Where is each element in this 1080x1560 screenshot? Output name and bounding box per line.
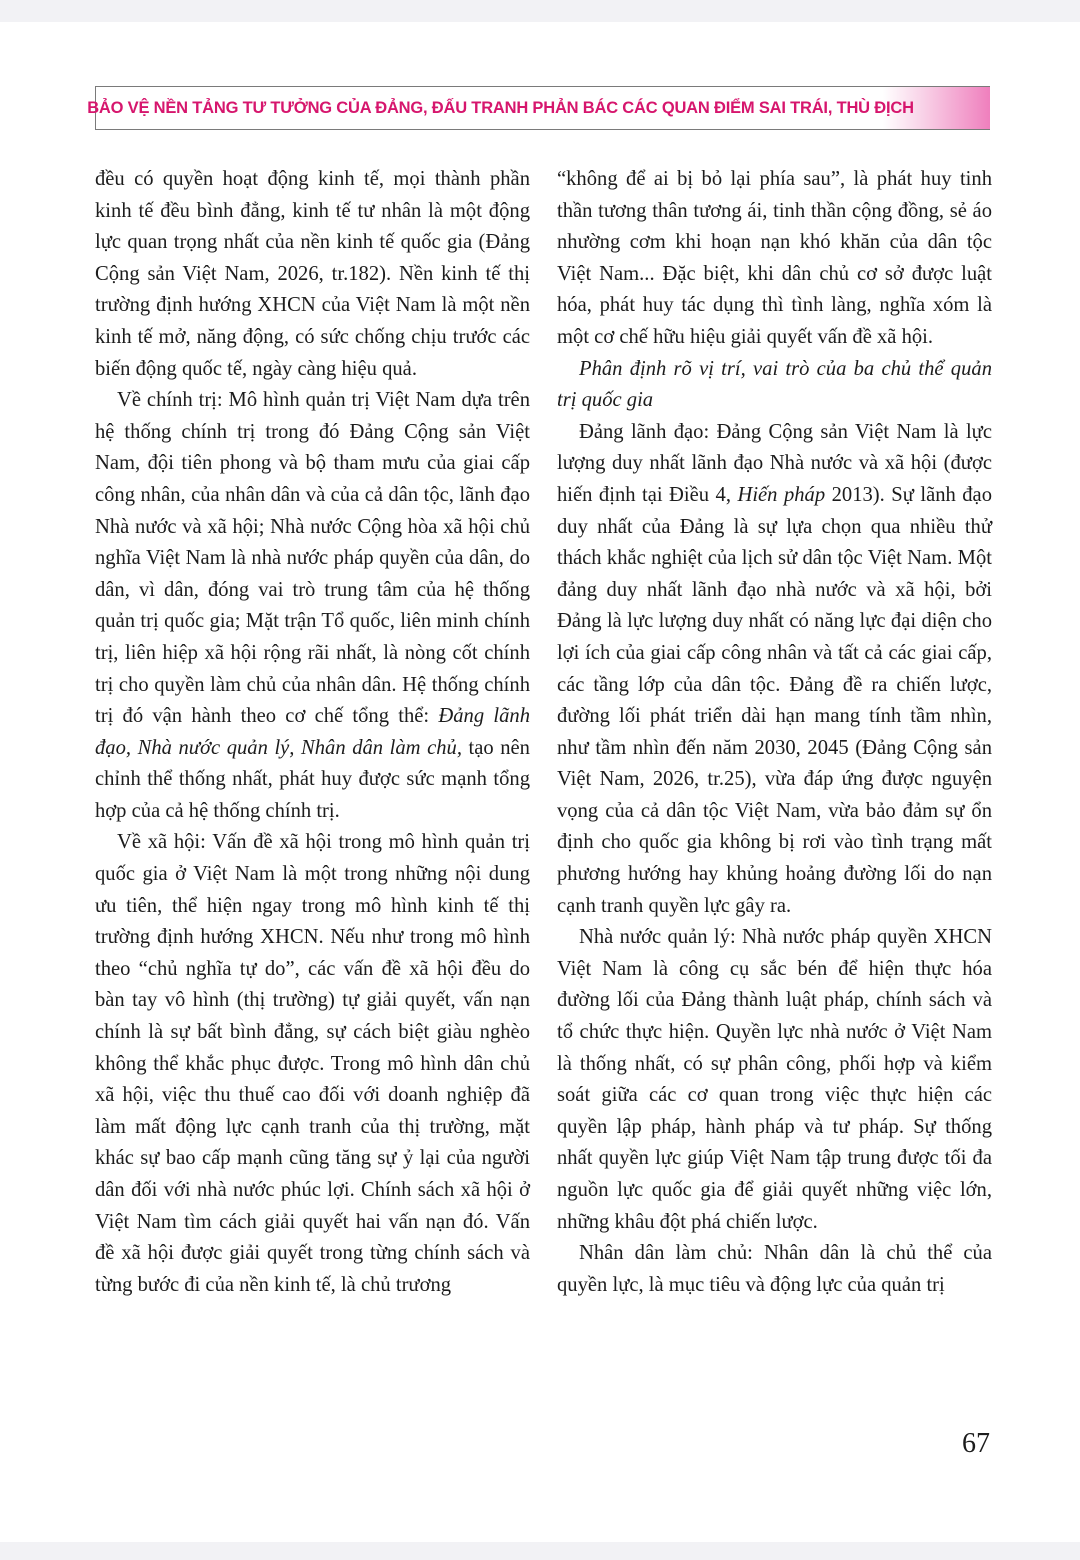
politics-text-start: Về chính trị: Mô hình quản trị Việt Nam dựa trên hệ thống chính trị trong đó Đảng Cộng sản Việt Nam, đội tiên phong và bộ tham mưu của giai cấp công nhân, của nhân dân và của cả dân tộc, lãnh đạo Nhà nước và xã hội; Nhà nước Cộng hòa xã hội chủ nghĩa Việt Nam là nhà nước pháp quyền của dân, do dân, vì dân, đóng vai trò trung tâm của hệ thống quản trị quốc gia; Mặt trận Tổ quốc, liên minh chính trị, liên hiệp xã hội rộng rãi nhất, là nòng cốt chính trị cho quyền làm chủ của nhân dân. Hệ thống chính trị đó vận hành theo cơ chế tổng thể: — [95, 389, 530, 728]
paragraph-economy-continued: đều có quyền hoạt động kinh tế, mọi thành phần kinh tế đều bình đẳng, kinh tế tư nhân là một động lực quan trọng nhất của nền kinh tế quốc gia (Đảng Cộng sản Việt Nam, 2026, tr.182). Nền kinh tế thị trường định hướng XHCN của Việt Nam là một nền kinh tế mở, năng động, có sức chống chịu trước các biến động quốc tế, ngày càng hiệu quả. — [95, 168, 530, 380]
paragraph-society: Về xã hội: Vấn đề xã hội trong mô hình quản trị quốc gia ở Việt Nam là một trong những nội dung ưu tiên, thể hiện ngay trong mô hình kinh tế thị trường định hướng XHCN. Nếu như trong mô hình theo “chủ nghĩa tự do”, các vấn đề xã hội đều do bàn tay vô hình (thị trường) tự giải quyết, vấn nạn chính là sự bất bình đẳng, sự cách biệt giàu nghèo không thể khắc phục được. Trong mô hình dân chủ xã hội, việc thu thuế cao đối với doanh nghiệp đã làm mất động lực cạnh tranh của thị trường, mặt khác sự bao cấp mạnh cũng tăng sự ỷ lại của người dân đối với nhà nước phúc lợi. Chính sách xã hội ở Việt Nam tìm cách giải quyết hai vấn nạn đó. Vấn đề xã hội được giải quyết trong từng chính sách và từng bước đi của nền kinh tế, là chủ trương — [95, 831, 530, 1296]
running-header-title: BẢO VỆ NỀN TẢNG TƯ TƯỞNG CỦA ĐẢNG, ĐẤU TRANH PHẢN BÁC CÁC QUAN ĐIỂM SAI TRÁI, THÙ ĐỊCH — [87, 98, 914, 117]
section-subheading: Phân định rõ vị trí, vai trò của ba chủ thể quản trị quốc gia — [557, 357, 992, 412]
party-text-end: 2013). Sự lãnh đạo duy nhất của Đảng là sự lựa chọn qua nhiều thử thách khắc nghiệt của lịch sử dân tộc Việt Nam. Một đảng duy nhất lãnh đạo nhà nước và xã hội, bởi Đảng là lực lượng duy nhất có năng lực đại diện cho lợi ích của giai cấp công nhân và tất cả các giai cấp, các tầng lớp của dân tộc. Đảng đề ra chiến lược, đường lối phát triển dài hạn mang tính tầm nhìn, như tầm nhìn đến năm 2030, 2045 (Đảng Cộng sản Việt Nam, 2026, tr.25), vừa đáp ứng được nguyện vọng của cả dân tộc Việt Nam, vừa bảo đảm sự ổn định cho quốc gia không bị rơi vào tình trạng mất phương hướng hay khủng hoảng đường lối do nạn cạnh tranh quyền lực gây ra. — [557, 483, 992, 917]
bottom-margin-band — [0, 1542, 1080, 1560]
politics-italic-phrase: Đảng lãnh đạo, Nhà nước quản lý, Nhân dân làm chủ, — [95, 705, 530, 759]
politics-text-end: tạo nên chỉnh thể thống nhất, phát huy được sức mạnh tổng hợp của cả hệ thống chính trị. — [95, 736, 530, 822]
paragraph-people-master: Nhân dân làm chủ: Nhân dân là chủ thể của quyền lực, là mục tiêu và động lực của quản trị — [557, 1242, 992, 1296]
top-margin-band — [0, 0, 1080, 22]
constitution-italic: Hiến pháp — [737, 483, 826, 506]
paragraph-society-continued: “không để ai bị bỏ lại phía sau”, là phát huy tinh thần tương thân tương ái, tinh thần cộng đồng, sẻ áo nhường cơm khi hoạn nạn khó khăn của dân tộc Việt Nam... Đặc biệt, khi dân chủ cơ sở được luật hóa, phát huy tác dụng thì tình làng, nghĩa xóm là một cơ chế hữu hiệu giải quyết vấn đề xã hội. — [557, 168, 992, 348]
running-header — [87, 86, 990, 130]
paragraph-politics — [95, 385, 530, 827]
paragraph-state-manages: Nhà nước quản lý: Nhà nước pháp quyền XHCN Việt Nam là công cụ sắc bén để hiện thực hóa đường lối của Đảng thành luật pháp, chính sách và tổ chức thực hiện. Quyền lực nhà nước ở Việt Nam là thống nhất, có sự phân công, phối hợp và kiểm soát giữa các cơ quan trong việc thực hiện các quyền lập pháp, hành pháp và tư pháp. Sự thống nhất quyền lực giúp Việt Nam tập trung được tối đa nguồn lực quốc gia để giải quyết những việc lớn, những khâu đột phá chiến lược. — [557, 926, 992, 1233]
right-column — [557, 164, 992, 1301]
paragraph-party-leads — [557, 417, 992, 923]
page-number: 67 — [962, 1428, 990, 1459]
party-text-start: Đảng lãnh đạo: Đảng Cộng sản Việt Nam là lực lượng duy nhất lãnh đạo Nhà nước và xã hội (được hiến định tại Điều 4, — [557, 420, 992, 506]
left-column — [95, 164, 530, 1301]
